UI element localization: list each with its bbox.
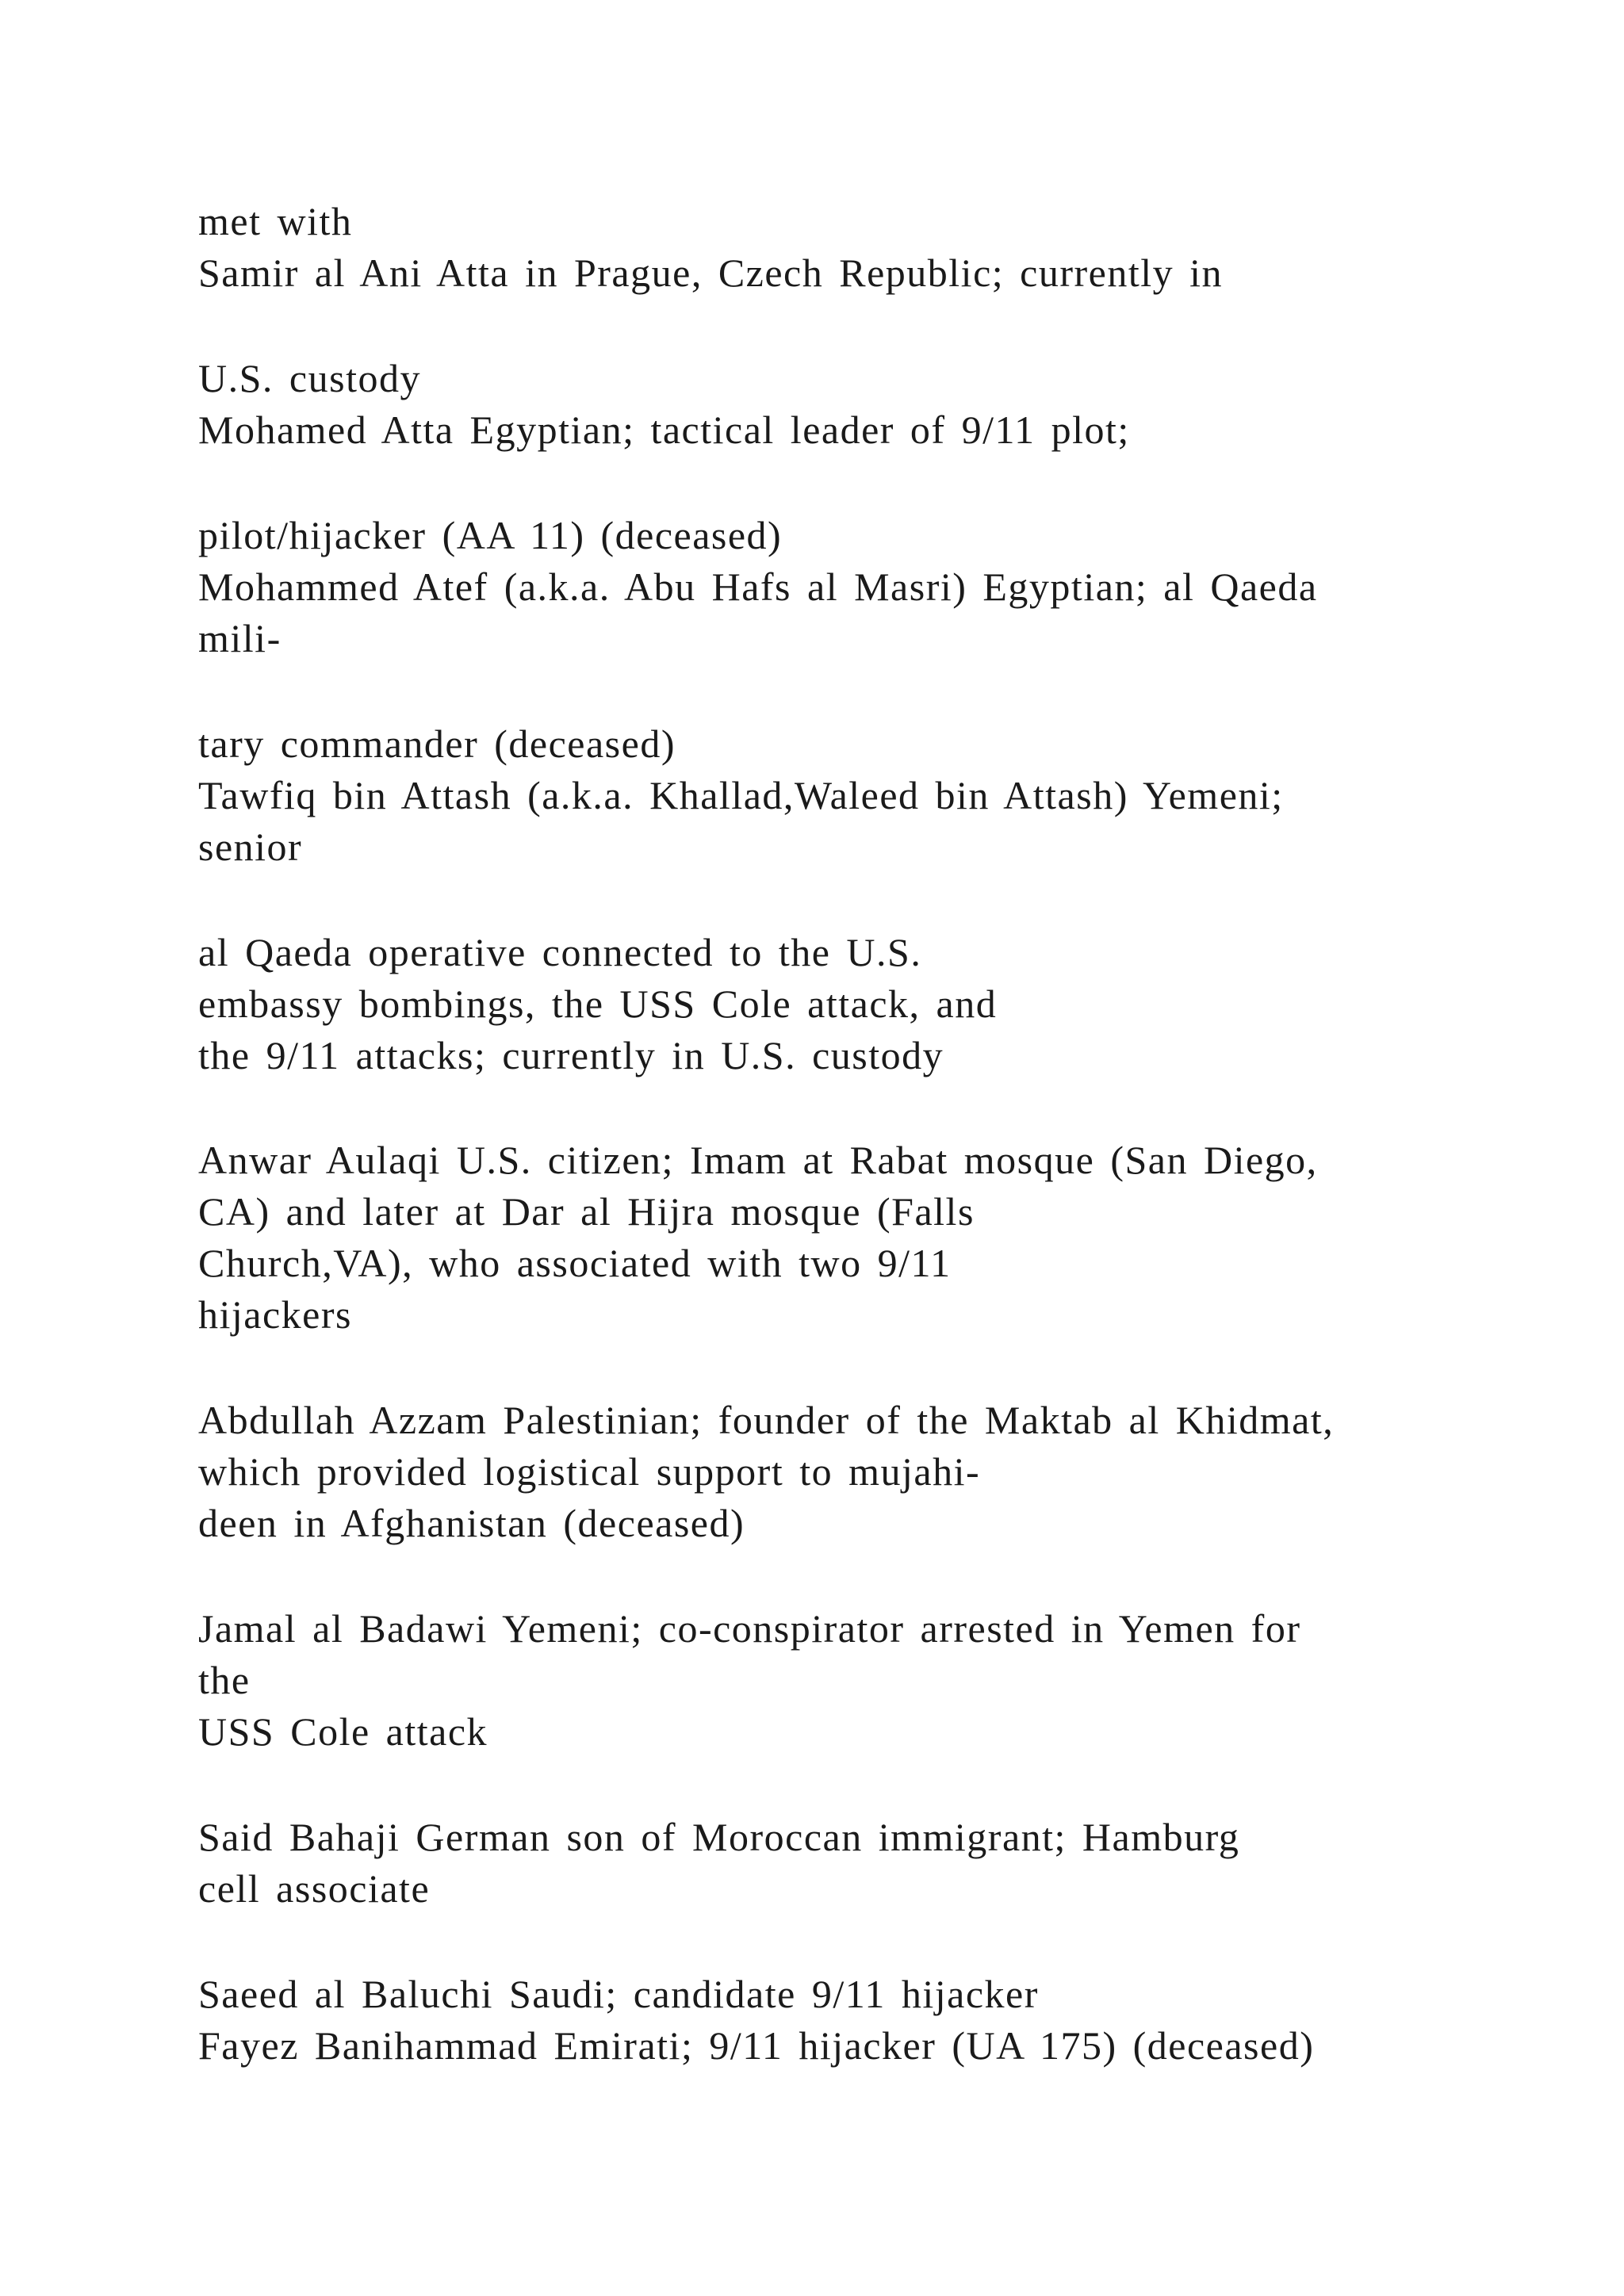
text-line: met with: [198, 199, 353, 243]
text-line: pilot/hijacker (AA 11) (deceased): [198, 513, 783, 557]
text-line: cell associate: [198, 1866, 431, 1911]
text-line: Saeed al Baluchi Saudi; candidate 9/11 hijacker: [198, 1972, 1039, 2016]
text-line: Fayez Banihammad Emirati; 9/11 hijacker (UA 175) (deceased): [198, 2023, 1315, 2068]
text-line: the 9/11 attacks; currently in U.S. custody: [198, 1033, 944, 1077]
text-line: which provided logistical support to mujahi-: [198, 1449, 981, 1494]
text-line: Tawfiq bin Attash (a.k.a. Khallad,Waleed bin Attash) Yemeni;: [198, 773, 1284, 817]
text-line: mili-: [198, 616, 282, 660]
text-line: Mohammed Atef (a.k.a. Abu Hafs al Masri) Egyptian; al Qaeda: [198, 564, 1318, 609]
text-line: Abdullah Azzam Palestinian; founder of the Maktab al Khidmat,: [198, 1398, 1335, 1442]
text-line: embassy bombings, the USS Cole attack, and: [198, 982, 998, 1026]
text-line: hijackers: [198, 1292, 352, 1337]
text-line: Samir al Ani Atta in Prague, Czech Republic; currently in: [198, 251, 1224, 295]
text-line: Said Bahaji German son of Moroccan immigrant; Hamburg: [198, 1815, 1240, 1859]
text-line: USS Cole attack: [198, 1709, 488, 1754]
text-line: deen in Afghanistan (deceased): [198, 1501, 745, 1545]
text-line: Church,VA), who associated with two 9/11: [198, 1241, 952, 1285]
text-line: senior: [198, 825, 303, 869]
text-line: Jamal al Badawi Yemeni; co-conspirator arrested in Yemen for: [198, 1606, 1301, 1651]
text-line: Mohamed Atta Egyptian; tactical leader of 9/11 plot;: [198, 408, 1130, 452]
text-line: tary commander (deceased): [198, 721, 676, 766]
text-line: CA) and later at Dar al Hijra mosque (Falls: [198, 1189, 975, 1234]
text-line: the: [198, 1658, 251, 1702]
text-line: U.S. custody: [198, 356, 421, 400]
text-line: Anwar Aulaqi U.S. citizen; Imam at Rabat mosque (San Diego,: [198, 1138, 1318, 1182]
text-line: al Qaeda operative connected to the U.S.: [198, 930, 922, 974]
